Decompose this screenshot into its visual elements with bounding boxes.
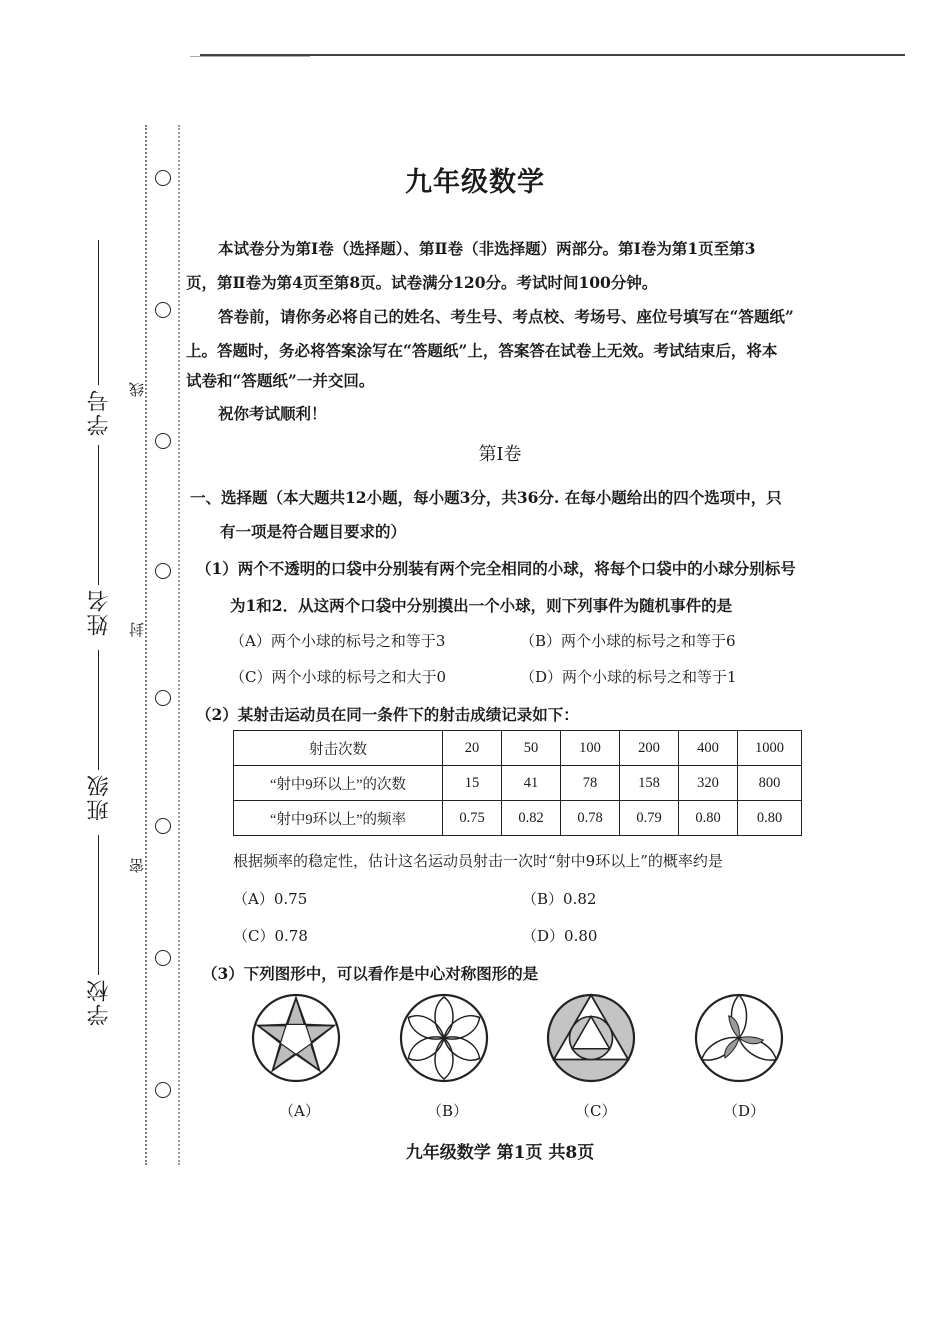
table-row-hits: [234, 766, 802, 801]
intro-p2-line1: 答卷前，请你务必将自己的姓名、考生号、考点校、考场号、座位号填写在“答题纸”: [218, 307, 794, 326]
figure-c-triangle-circle: [545, 992, 637, 1084]
figure-d-label: （D）: [723, 1102, 766, 1120]
table-cell: 50: [502, 731, 561, 766]
q3-stem: （3）下列图形中，可以看作是中心对称图形的是: [202, 964, 539, 983]
binding-hole: [155, 302, 171, 318]
table-cell: 0.80: [738, 801, 802, 836]
table-cell: “射中9环以上”的次数: [234, 766, 443, 801]
table-cell: 1000: [738, 731, 802, 766]
page-footer: 九年级数学 第1页 共8页: [405, 1143, 595, 1163]
intro-p2-line3: 试卷和“答题纸”一并交回。: [186, 371, 375, 390]
binding-dotted-line-inner: [178, 125, 180, 1165]
q1-stem-line2: 为1和2．从这两个口袋中分别摸出一个小球，则下列事件为随机事件的是: [230, 596, 733, 615]
table-cell: 100: [561, 731, 620, 766]
q1-stem-line1: （1）两个不透明的口袋中分别装有两个完全相同的小球，将每个口袋中的小球分别标号: [196, 559, 796, 578]
binding-hole: [155, 690, 171, 706]
table-cell: 0.79: [620, 801, 679, 836]
name-blank: [98, 445, 99, 585]
figure-a-pentagram: [250, 992, 342, 1084]
binding-hole: [155, 1082, 171, 1098]
q1-option-d: （D）两个小球的标号之和等于1: [520, 668, 737, 686]
table-cell: 78: [561, 766, 620, 801]
binding-dotted-line: [145, 125, 147, 1165]
table-cell: 20: [443, 731, 502, 766]
table-cell: 15: [443, 766, 502, 801]
table-cell: 0.75: [443, 801, 502, 836]
top-rule-faint: [190, 56, 310, 57]
figure-a-label: （A）: [279, 1102, 320, 1120]
binding-hole: [155, 950, 171, 966]
table-cell: 41: [502, 766, 561, 801]
figure-b-label: （B）: [427, 1102, 469, 1120]
student-id-label: 学号: [87, 388, 112, 436]
table-cell: 0.80: [679, 801, 738, 836]
table-cell: 0.82: [502, 801, 561, 836]
table-cell: 0.78: [561, 801, 620, 836]
q2-question: 根据频率的稳定性，估计这名运动员射击一次时“射中9环以上”的概率约是: [233, 852, 723, 870]
figure-c-label: （C）: [575, 1102, 617, 1120]
class-blank: [98, 650, 99, 770]
section-title: 第Ⅰ卷: [478, 444, 522, 465]
table-row-frequency: [234, 801, 802, 836]
q2-option-a: （A）0.75: [233, 890, 308, 908]
table-cell: 320: [679, 766, 738, 801]
table-cell: 200: [620, 731, 679, 766]
q1-option-c: （C）两个小球的标号之和大于0: [230, 668, 447, 686]
table-cell: 射击次数: [234, 731, 443, 766]
intro-p1-line2: 页，第Ⅱ卷为第4页至第8页。试卷满分120分。考试时间100分钟。: [186, 273, 658, 292]
part1-heading-line2: 有一项是符合题目要求的）: [220, 522, 407, 541]
shooting-table: [233, 730, 802, 836]
figure-d-trefoil: [693, 992, 785, 1084]
q2-option-c: （C）0.78: [233, 927, 308, 945]
intro-p3: 祝你考试顺利！: [218, 404, 327, 423]
intro-p1-line1: 本试卷分为第Ⅰ卷（选择题）、第Ⅱ卷（非选择题）两部分。第Ⅰ卷为第1页至第3: [218, 239, 756, 258]
binding-hole: [155, 563, 171, 579]
q2-option-b: （B）0.82: [522, 890, 597, 908]
q1-option-a: （A）两个小球的标号之和等于3: [230, 632, 446, 650]
table-cell: “射中9环以上”的频率: [234, 801, 443, 836]
table-cell: 158: [620, 766, 679, 801]
q1-option-b: （B）两个小球的标号之和等于6: [520, 632, 736, 650]
table-cell: 800: [738, 766, 802, 801]
student-id-blank: [98, 240, 99, 385]
page-title: 九年级数学: [405, 167, 545, 198]
q2-stem: （2）某射击运动员在同一条件下的射击成绩记录如下：: [196, 705, 579, 724]
name-label: 姓名: [87, 588, 112, 636]
seal-feng-mark: 封: [128, 622, 146, 637]
seal-mi-mark: 密: [128, 858, 146, 873]
class-label: 班级: [87, 773, 112, 821]
part1-heading-line1: 一、选择题（本大题共12小题，每小题3分，共36分. 在每小题给出的四个选项中，只: [190, 488, 782, 507]
figure-b-flower: [398, 992, 490, 1084]
school-label: 学校: [87, 978, 112, 1026]
intro-p2-line2: 上。答题时，务必将答案涂写在“答题纸”上，答案答在试卷上无效。考试结束后，将本: [186, 341, 778, 360]
school-blank: [98, 835, 99, 975]
q2-option-d: （D）0.80: [522, 927, 598, 945]
seal-line-mark: 线: [128, 382, 146, 397]
table-cell: 400: [679, 731, 738, 766]
table-row-header: [234, 731, 802, 766]
binding-hole: [155, 818, 171, 834]
